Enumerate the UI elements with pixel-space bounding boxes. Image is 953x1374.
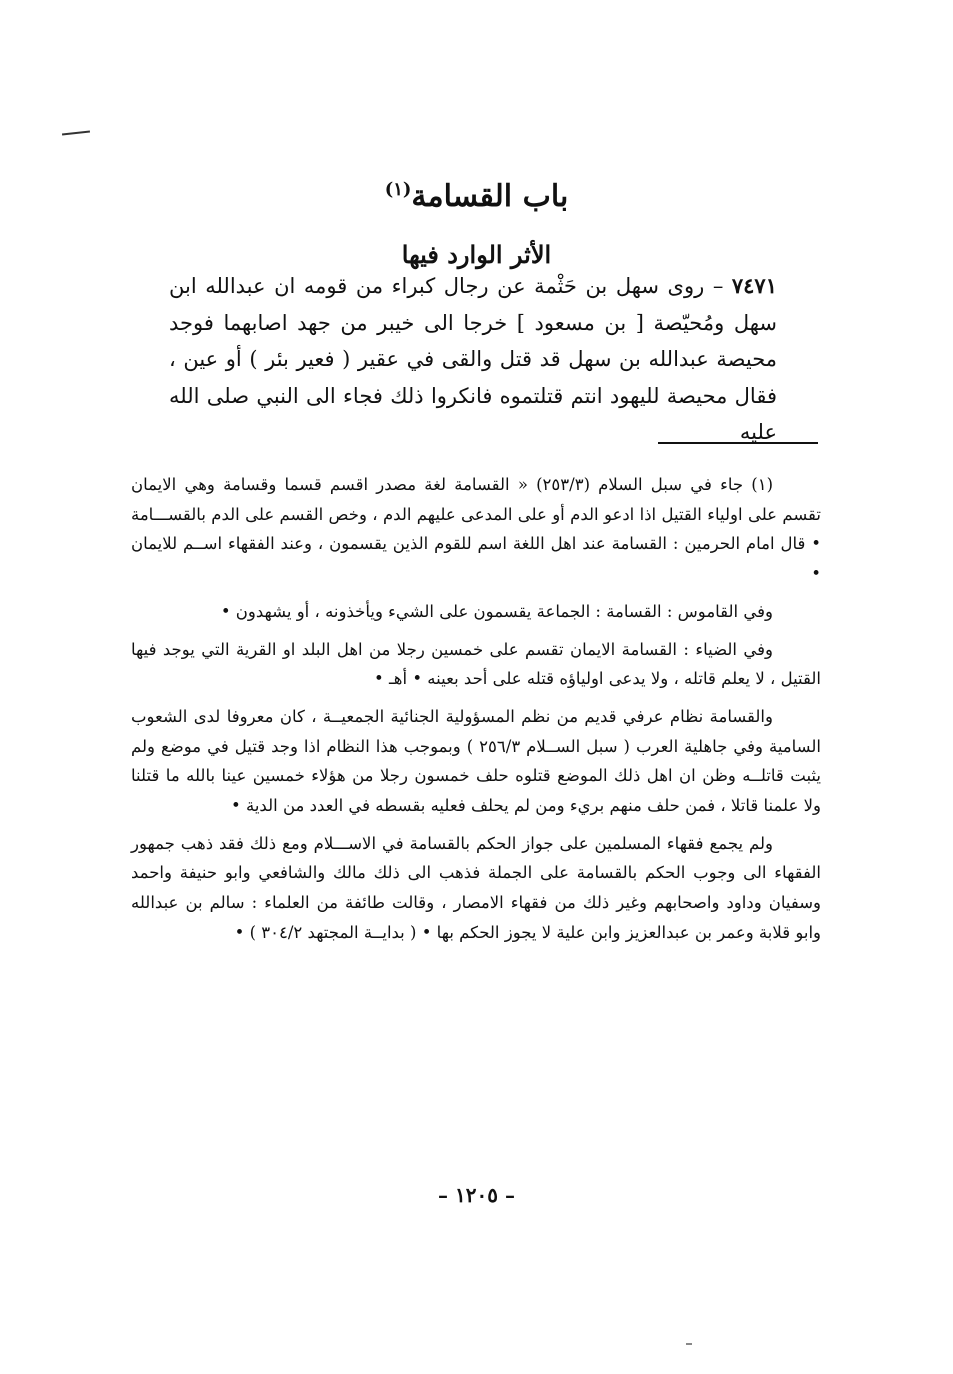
footnotes-block [131,470,821,956]
footnote-divider [658,442,818,444]
chapter-title [0,170,953,217]
margin-pen-mark [62,131,90,136]
footnote-paragraph: ولم يجمع فقهاء المسلمين على جواز الحكم بالقسامة في الاســـلام ومع ذلك فقد ذهب جمهور الفقهاء الى وجوب الحكم بالقسامة على الجملة فذهب الى ذلك مالك والشافعي وابو حنيفة واحمد وسفيان وداود واصحابهم وغير ذلك من فقهاء الامصار ، وقالت طائفة من العلماء : سالم بن عبدالله وابو قلابة وعمر بن عبدالعزيز وابن علية لا يجوز الحكم بها • ( بدايــة المجتهد ٣٠٤/٢ ) • [131,833,821,942]
section-title: الأثر الوارد فيها [401,239,552,269]
hadith-body: روى سهل بن حَثْمة عن رجال كبراء من قومه ان عبدالله ابن سهل ومُحيّصة [ بن مسعود ] خرجا الى خيبر من جهد اصابهما فوجد محيصة عبدالله بن سهل قد قتل والقى في عقير ( فعير بئر ) أو عين ، فقال محيصة لليهود انتم قتلتموه فانكروا ذلك فجاء الى النبي صلى الله عليه [169,274,777,444]
page-number: – ١٢٠٥ – [438,1183,515,1207]
footnote-paragraph: (١) جاء في سبل السلام (٢٥٣/٣) « القسامة لغة مصدر اقسم قسما وقسامة وهي الايمان تقسم على اولياء القتيل اذا ادعو الدم أو على المدعى عليهم الدم ، وخص القسم على الدم بالقســـامة • قال امام الحرمين : القسامة عند اهل اللغة اسم للقوم الذين يقسمون ، وعند الفقهاء اســم للايمان • [131,475,821,584]
chapter-title-text: باب القسامة [411,179,569,215]
hadith-text-block [169,268,777,451]
footnote-paragraph: وفي القاموس : القسامة : الجماعة يقسمون على الشيء ويأخذونه ، أو يشهدون • [220,601,773,621]
footnote-paragraph: وفي الضياء : القسامة الايمان تقسم على خمسين رجلا من اهل البلد او القرية التي يوجد فيها القتيل ، لا يعلم قاتله ، ولا يدعى اولياؤه قتله على أحد بعينه • أهـ • [131,639,821,689]
footnote-paragraph: والقسامة نظام عرفي قديم من نظم المسؤولية الجنائية الجمعيــة ، كان معروفا لدى الشعوب السامية وفي جاهلية العرب ( سبل الســلام ٢٥٦/٣ ) وبموجب هذا النظام اذا وجد قتيل في موضع ولم يثبت قاتلــه وظن ان اهل ذلك الموضع قتلوه حلف خمسون رجلا من هؤلاء خمسين عينا بالله ما قتلنا ولا علمنا قاتلا ، فمن حلف منهم بريء ومن لم يحلف فعليه بقسطه في العدد من الدية • [131,706,821,816]
hadith-number: ٧٤٧١ [731,273,777,298]
scan-speck [686,1343,692,1345]
chapter-footnote-marker: (١) [384,179,412,201]
hadith-separator: – [704,274,732,298]
